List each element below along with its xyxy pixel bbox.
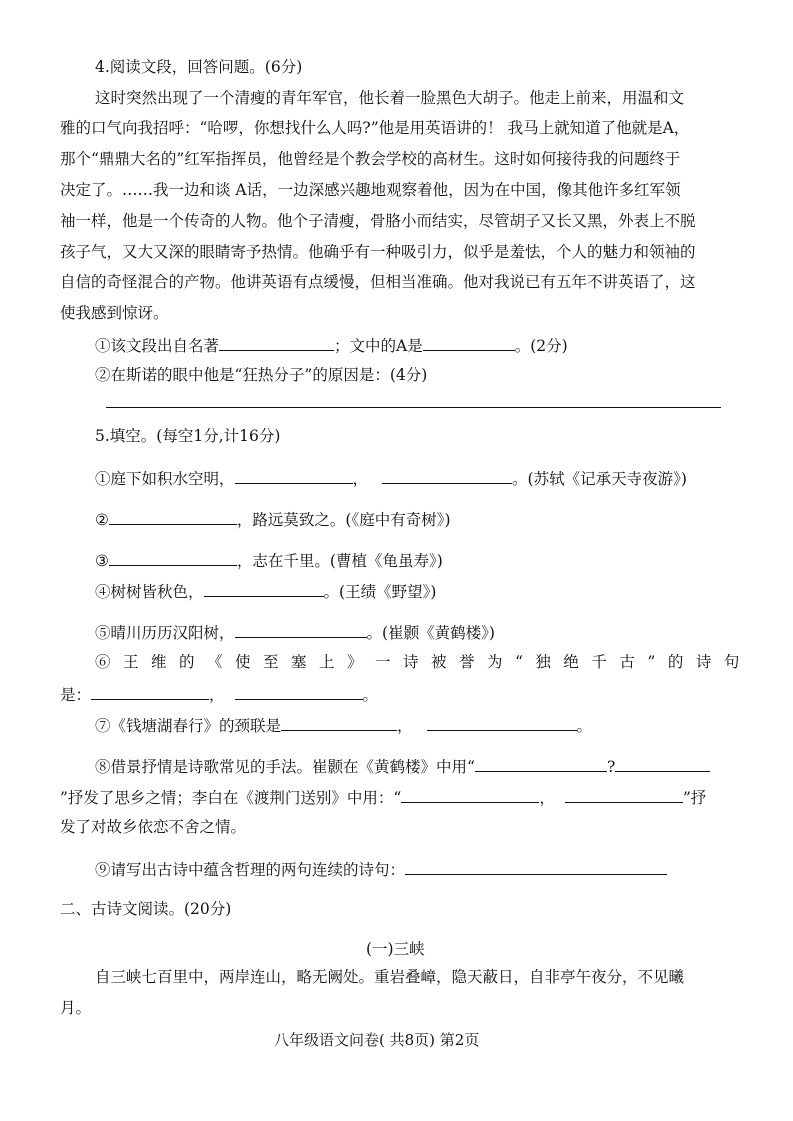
answer-blank[interactable]: [109, 549, 237, 566]
answer-blank[interactable]: [427, 714, 577, 731]
answer-blank[interactable]: [204, 580, 324, 597]
q5-item-4: ④树树皆秋色， 。(王绩《野望》): [95, 580, 436, 602]
q4-sub1: ①该文段出自名著 ；文中的A是 。(2分): [95, 334, 568, 356]
answer-blank[interactable]: [565, 786, 683, 803]
answer-blank[interactable]: [91, 683, 209, 700]
answer-blank[interactable]: [475, 755, 607, 772]
answer-blank[interactable]: [281, 714, 397, 731]
answer-blank[interactable]: [423, 334, 515, 351]
q5-item-7: ⑦《钱塘湖春行》的颈联是 ， 。: [95, 714, 592, 736]
answer-blank[interactable]: [382, 467, 512, 484]
q5-item-6-line1: ⑥王维的《使至塞上》一诗被誉为“独绝千古”的诗句: [95, 653, 752, 671]
passage-line: 这时突然出现了一个清瘦的青年军官，他长着一脸黑色大胡子。他走上前来，用温和文: [95, 89, 685, 107]
answer-line[interactable]: [106, 407, 721, 408]
answer-blank[interactable]: [401, 786, 539, 803]
passage-line: 袖一样，他是一个传奇的人物。他个子清瘦，骨胳小而结实，尽管胡子又长又黑，外表上不脱: [60, 212, 696, 230]
passage-line: 使我感到惊讶。: [60, 304, 169, 322]
classical-text-line: 自三峡七百里中，两岸连山，略无阙处。重岩叠嶂，隐天蔽日，自非亭午夜分，不见曦: [95, 968, 685, 986]
passage-line: 那个“鼎鼎大名的”红军指挥员，他曾经是个教会学校的高材生。这时如何接待我的问题终于: [60, 150, 681, 168]
q5-item-9: ⑨请写出古诗中蕴含哲理的两句连续的诗句：: [95, 858, 667, 880]
passage-line: 孩子气，又大又深的眼睛寄予热情。他确乎有一种吸引力，似乎是羞怯，个人的魅力和领袖的: [60, 243, 696, 261]
q4-sub2: ②在斯诺的眼中他是“狂热分子”的原因是：(4分): [95, 366, 428, 384]
answer-blank[interactable]: [235, 683, 363, 700]
answer-blank[interactable]: [235, 621, 367, 638]
q5-item-6-line2: 是： ， 。: [60, 683, 378, 705]
q5-item-3: ③ ，志在千里。(曹植《龟虽寿》): [95, 549, 443, 571]
classical-text-line: 月。: [60, 999, 92, 1017]
section2-header: 二、古诗文阅读。(20分): [60, 900, 232, 918]
answer-blank[interactable]: [235, 467, 353, 484]
q5-header: 5.填空。(每空1分,计16分): [95, 427, 281, 445]
q5-item-1: ①庭下如积水空明， ， 。(苏轼《记承天寺夜游》): [95, 467, 687, 489]
answer-blank[interactable]: [615, 755, 710, 772]
q5-item-5: ⑤晴川历历汉阳树， 。(崔颢《黄鹤楼》): [95, 621, 495, 643]
q5-item-8-line1: ⑧借景抒情是诗歌常见的手法。崔颢在《黄鹤楼》中用“ ?: [95, 755, 710, 777]
passage-line: 决定了。……我一边和谈 A话，一边深感兴趣地观察着他，因为在中国，像其他许多红军领: [60, 181, 681, 199]
passage-line: 雅的口气向我招呼：“哈啰，你想找什么人吗?”他是用英语讲的！ 我马上就知道了他就是A，: [60, 119, 690, 137]
page-footer: 八年级语文问卷( 共8页) 第2页: [274, 1031, 480, 1049]
passage-line: 自信的奇怪混合的产物。他讲英语有点缓慢，但相当准确。他对我说已有五年不讲英语了，这: [60, 273, 696, 291]
q5-item-8-line2: ”抒发了思乡之情；李白在《渡荆门送别》中用：“ ， ”抒: [60, 786, 706, 808]
answer-blank[interactable]: [219, 334, 334, 351]
q4-header: 4.阅读文段，回答问题。(6分): [95, 58, 303, 76]
answer-blank[interactable]: [109, 508, 237, 525]
q5-item-8-line3: 发了对故乡依恋不舍之情。: [60, 818, 247, 836]
section2-subtitle: (一)三峡: [366, 940, 425, 958]
answer-blank[interactable]: [405, 858, 667, 875]
q5-item-2: ② ，路远莫致之。(《庭中有奇树》): [95, 508, 451, 530]
